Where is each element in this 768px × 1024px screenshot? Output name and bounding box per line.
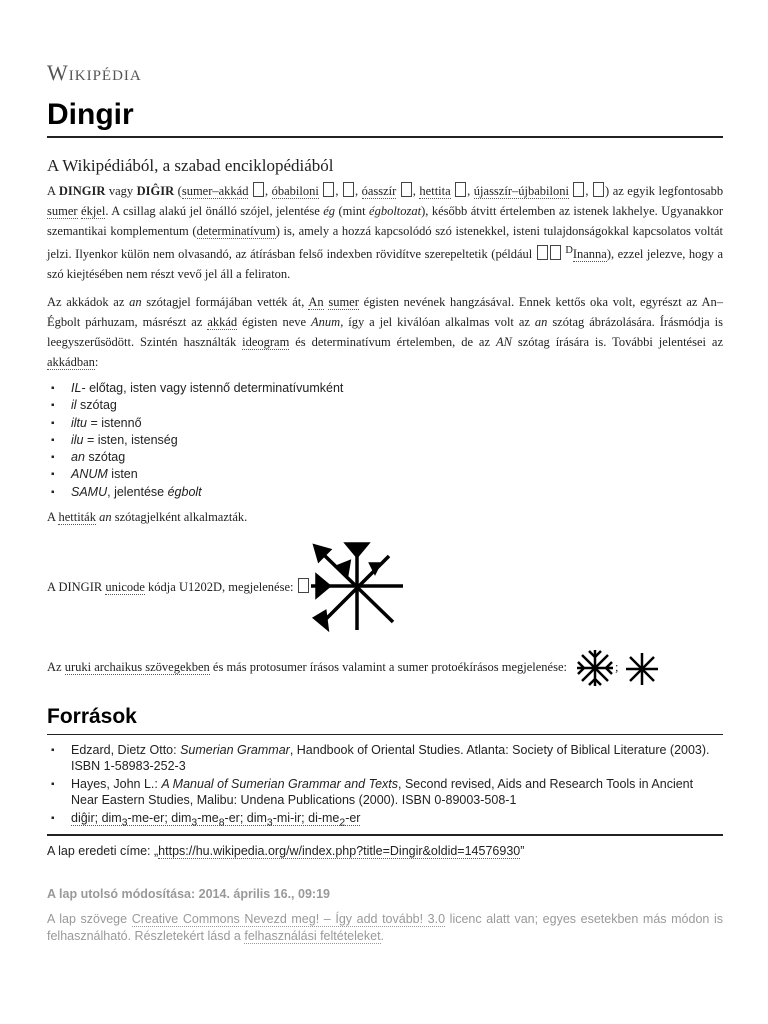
ref-text: -me-er; dim	[127, 811, 192, 825]
link-ekjel[interactable]: ékjel	[81, 204, 106, 218]
sense-text: , jelentése	[107, 484, 168, 499]
cuneiform-glyph-icon	[573, 182, 584, 197]
para-text: A DINGIR	[47, 580, 106, 594]
section-title-sources: Források	[47, 705, 137, 728]
intro-text: . A csillag alakú jel önálló szójel, jelentése	[105, 204, 324, 218]
link-uruk-texts[interactable]: uruki archaikus szövegekben	[64, 660, 210, 674]
ref-text: Edzard, Dietz Otto:	[71, 743, 181, 757]
akkad-paragraph	[47, 292, 723, 372]
page-subtitle: A Wikipédiából, a szabad enciklopédiából	[47, 156, 334, 175]
sense-term: ilu	[71, 432, 84, 447]
cuneiform-glyph-icon	[343, 182, 354, 197]
link-ujasszir[interactable]: újasszír–újbabiloni	[473, 184, 569, 198]
reference-item	[71, 777, 723, 808]
link-unicode[interactable]: unicode	[105, 580, 145, 594]
reference-item	[71, 743, 723, 774]
original-title-line	[47, 844, 524, 858]
last-modified: A lap utolsó módosítása: 2014. április 16., 09:19	[47, 887, 330, 901]
sense-term: iltu	[71, 415, 87, 430]
sense-text: szótag	[76, 398, 117, 413]
ref-text: , Second revised, Aids and Research Tools in Ancient Near Eastern Studies, Malibu: Undena Publications (2000). ISBN 0-89003-508-1	[71, 777, 694, 807]
link-sumer-akkad[interactable]: sumer–akkád	[181, 184, 249, 198]
dingir-cuneiform-image	[309, 542, 405, 632]
section-divider	[47, 734, 723, 735]
para-text: Az	[47, 660, 65, 674]
original-url-link[interactable]: https://hu.wikipedia.org/w/index.php?title=Dingir&oldid=14576930	[158, 844, 521, 858]
title-divider	[47, 136, 723, 138]
ref-text: diĝir; dim	[71, 811, 122, 825]
sense-term: SAMU	[71, 484, 108, 499]
para-italic: an	[129, 295, 142, 309]
list-item	[71, 466, 343, 483]
intro-text: ) az egyik legfontosabb	[605, 184, 724, 198]
protocuneiform-dingir-icon	[625, 652, 659, 686]
page-title: Dingir	[47, 98, 134, 131]
list-item	[71, 484, 343, 501]
cuneiform-glyph-icon	[298, 578, 309, 593]
superscript-d: D	[565, 245, 573, 256]
ref-text: Hayes, John L.:	[71, 777, 162, 791]
sense-text: isten	[107, 467, 138, 482]
link-hettita[interactable]: hettita	[419, 184, 451, 198]
cuneiform-glyph-icon	[550, 245, 561, 260]
intro-text: ), ezzel jelezve, hogy a szó kiejtésében nem részt vevő jel áll a feliraton.	[47, 247, 724, 282]
link-obabiloni[interactable]: óbabiloni	[271, 184, 319, 198]
para-text: és determinatívum értelemben, de az	[289, 335, 496, 349]
link-akkadban[interactable]: akkádban	[47, 355, 95, 369]
ref-subscript: 3	[266, 817, 273, 829]
intro-text: (	[174, 184, 182, 198]
link-sumer[interactable]: sumer	[47, 204, 78, 218]
intro-italic-term: égboltozat	[369, 204, 422, 218]
para-text: A	[47, 510, 59, 524]
footer-text: ”	[520, 844, 525, 858]
glyph-separator: ;	[615, 660, 619, 674]
para-text: égisten neve	[237, 315, 312, 329]
footer-text: .	[380, 929, 385, 943]
link-an[interactable]: An	[308, 295, 324, 309]
para-italic: AN	[495, 335, 512, 349]
sense-text: = isten, istenség	[83, 432, 178, 447]
intro-bold-term: DIĜIR	[136, 184, 175, 198]
ref-text: -er	[345, 811, 361, 825]
sense-text: = istennő	[86, 415, 142, 430]
cuneiform-glyph-icon	[253, 182, 264, 197]
ref-subscript: 2	[339, 817, 346, 829]
para-text: :	[94, 355, 99, 369]
license-link[interactable]: Creative Commons Nevezd meg! – Így add tovább! 3.0	[131, 912, 446, 926]
cuneiform-glyph-icon	[401, 182, 412, 197]
cuneiform-glyph-icon	[593, 182, 604, 197]
sense-term: ANUM	[71, 467, 108, 482]
para-text: szótag ábrázolására. Írásmódja is leegyszerűsödött. Szintén használták	[47, 315, 723, 349]
references-list	[71, 743, 723, 834]
para-italic: Anum	[311, 315, 341, 329]
reference-item	[71, 811, 723, 831]
link-epsd[interactable]	[71, 811, 361, 829]
cuneiform-glyph-icon	[455, 182, 466, 197]
list-item	[71, 432, 343, 449]
ref-text: -me	[197, 811, 219, 825]
meanings-list	[71, 380, 343, 501]
intro-text: (mint	[335, 204, 370, 218]
list-item	[71, 397, 343, 414]
sense-term: il	[71, 398, 77, 413]
sense-term: an	[71, 450, 85, 465]
sense-text: szótag	[84, 450, 126, 465]
ref-title: A Manual of Sumerian Grammar and Texts	[161, 777, 399, 791]
link-inanna[interactable]: Inanna	[572, 247, 607, 262]
cuneiform-glyph-icon	[537, 245, 548, 260]
footer-divider	[47, 834, 723, 836]
ref-text: , Handbook of Oriental Studies. Atlanta: Society of Biblical Literature (2003). ISBN 1-58983-252-3	[71, 743, 710, 773]
link-ideogram[interactable]: ideogram	[242, 335, 290, 349]
ref-subscript: 3	[191, 817, 198, 829]
list-item	[71, 380, 343, 397]
wikipedia-wordmark[interactable]: Wikipédia	[47, 60, 142, 85]
sense-term: égbolt	[167, 484, 202, 499]
ref-text: -mi-ir; di-me	[272, 811, 340, 825]
ref-title: Sumerian Grammar	[180, 743, 290, 757]
footer-text: licenc alatt van; egyes esetekben más módon is felhasználható. Részletekért lásd a	[47, 912, 723, 943]
archaic-dingir-icon	[575, 648, 615, 688]
terms-link[interactable]: felhasználási feltételeket	[244, 929, 381, 943]
para-text: , így a jel kiválóan alkalmas volt az	[340, 315, 535, 329]
para-italic: an	[534, 315, 548, 329]
intro-text: ), később átvitt értelemben az istenek lakhelye. Ugyanakkor szemantikai komplementum (	[47, 204, 724, 238]
intro-italic-term: ég	[323, 204, 336, 218]
ref-subscript: 3	[121, 817, 128, 829]
license-notice	[47, 911, 723, 945]
para-italic: an	[99, 510, 112, 524]
intro-text: ) is, amely a hozzá kapcsolódó szó istenekkel, isteni tulajdonságokkal kapcsolatos voltát jelzi. Ilyenkor külön nem olvasandó, az átírásban felső indexben rövidítve szerepeltetik (például	[47, 224, 724, 262]
unicode-paragraph	[47, 577, 310, 597]
link-determinativum[interactable]: determinatívum	[196, 224, 276, 238]
hittite-paragraph	[47, 507, 723, 527]
link-hettitak[interactable]: hettiták	[58, 510, 96, 524]
link-oasszir[interactable]: óasszír	[361, 184, 397, 198]
link-sumer[interactable]: sumer	[328, 295, 359, 309]
list-item	[71, 449, 343, 466]
para-text: és más protosumer írásos valamint a sumer protoékírásos megjelenése:	[209, 660, 567, 674]
para-text: kódja U1202D, megjelenése:	[144, 580, 297, 594]
intro-paragraph: A DINGIR vagy DIĜIR (sumer–akkád , óbabiloni , , óasszír , hettita , újasszír–újbabiloni , ) az egyik legfontosabb sumer ékjel. A csillag alakú jel önálló szójel, jelentése ég (mint égboltozat), később átvitt értelemben az istenek lakhelye. Ugyanakkor szemantikai komplementum (determinatívum) is, amely a hozzá kapcsolódó szó istenekkel, isteni tulajdonságokkal kapcsolatos voltát jelzi. Ilyenkor külön nem olvasandó, az átírásban felső indexben rövidítve szerepeltetik (például $^D$Inanna), ezzel jelezve, hogy a szó kiejtésében nem részt vevő jel áll a feliraton.	[47, 184, 724, 282]
intro-text: vagy	[105, 184, 137, 198]
para-text: szótagjel formájában vették át,	[141, 295, 309, 309]
ref-subscript: 8	[218, 817, 225, 829]
intro-bold-term: DINGIR	[58, 184, 106, 198]
footer-text: A lap eredeti címe: „	[47, 844, 159, 858]
footer-text: A lap szövege	[47, 912, 132, 926]
list-item	[71, 415, 343, 432]
uruk-paragraph	[47, 657, 567, 677]
para-text: égisten nevének hangzásával. Ennek kettős oka volt, egyrészt az An–Égbolt párhuzam, másrészt az	[47, 295, 723, 329]
intro-text: A	[47, 184, 59, 198]
cuneiform-glyph-icon	[323, 182, 334, 197]
para-text: szótag írására is. További jelentései az	[511, 335, 723, 349]
link-akkad[interactable]: akkád	[207, 315, 238, 329]
para-text: szótagjelként alkalmazták.	[111, 510, 248, 524]
para-text: Az akkádok az	[47, 295, 130, 309]
ref-text: -er; dim	[224, 811, 267, 825]
sense-term: IL-	[71, 381, 86, 395]
sense-text: előtag, isten vagy istennő determinatívumként	[85, 381, 344, 395]
